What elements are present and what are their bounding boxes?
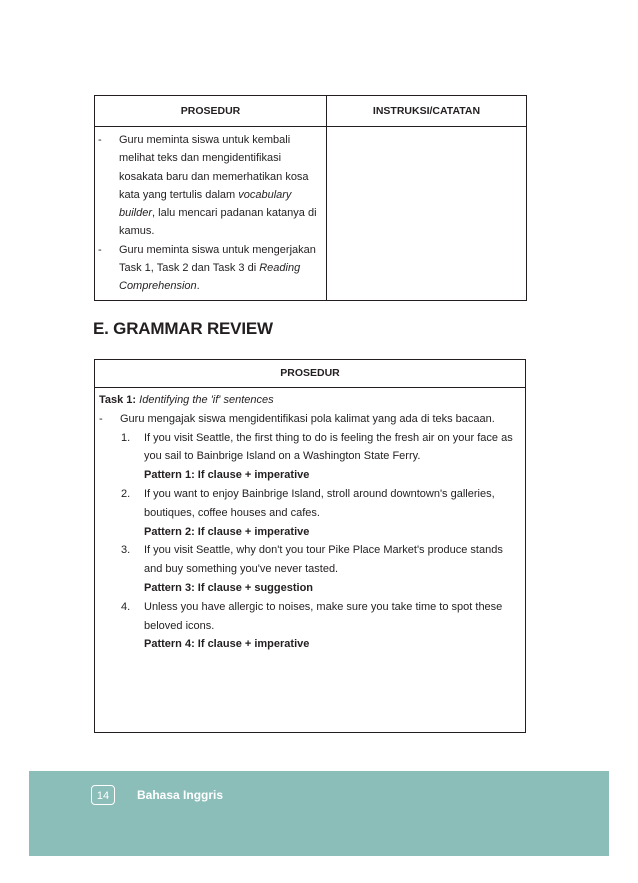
task-heading [99,391,519,410]
footer-band [29,771,609,856]
example-item [121,429,519,467]
grammar-column-header: PROSEDUR [95,360,525,388]
example-pattern: Pattern 3: If clause + suggestion [144,581,314,594]
example-number: 1. [121,431,131,444]
procedure-item-text [119,131,320,241]
instructions-column-header: INSTRUKSI/CATATAN [327,96,527,127]
example-pattern: Pattern 4: If clause + imperative [144,638,310,651]
procedure-cell [95,127,327,301]
task-intro [99,410,519,429]
procedure-column-header: PROSEDUR [95,96,327,127]
grammar-cell [95,388,525,654]
procedure-text-part: . [196,280,200,293]
grammar-table [94,359,526,733]
example-text: If you visit Seattle, why don't you tour Pike Place Market's produce stands and buy something you've never tasted. [144,544,503,576]
example-number: 2. [121,487,131,500]
example-text: Unless you have allergic to noises, make sure you take time to spot these beloved icons. [144,600,503,632]
task-intro-text: Guru mengajak siswa mengidentifikasi pola kalimat yang ada di teks bacaan. [120,412,495,425]
example-text: If you visit Seattle, the first thing to do is feeling the fresh air on your face as you sail to Bainbrige Island on a Washington State Ferry. [144,431,513,463]
procedure-text-italic: vocabulary builder [119,188,292,220]
task-title: Identifying the 'if' sentences [139,394,274,406]
example-text: If you want to enjoy Bainbrige Island, stroll around downtown's galleries, boutiques, coffee houses and cafes. [144,487,495,519]
section-title: E. GRAMMAR REVIEW [93,319,273,338]
procedure-text-italic: Reading Comprehension [119,262,301,293]
procedure-item-text [119,241,320,296]
example-pattern: Pattern 2: If clause + imperative [144,525,310,538]
procedure-item [98,131,320,241]
instructions-cell [327,127,527,301]
bullet-dash: - [98,243,102,256]
procedure-text-part: , lalu mencari padanan katanya di kamus. [119,207,317,238]
procedure-item [98,241,320,296]
example-item [121,485,519,523]
procedure-text-part: Guru meminta siswa untuk mengerjakan Task 1, Task 2 dan Task 3 di [119,243,316,275]
book-title: Bahasa Inggris [137,788,224,802]
example-item [121,541,519,579]
example-number: 4. [121,600,131,613]
bullet-dash: - [98,134,102,146]
bullet-dash: - [99,412,103,425]
task-label: Task 1: [99,394,137,406]
example-pattern: Pattern 1: If clause + imperative [144,469,310,482]
procedure-text-part: Guru meminta siswa untuk kembali melihat teks dan mengidentifikasi kosakata baru dan memerhatikan kosa kata yang tertulis dalam [119,134,309,201]
page-number: 14 [91,785,115,805]
example-list [99,429,519,655]
procedure-table [94,95,527,301]
example-item [121,598,519,636]
example-number: 3. [121,544,131,557]
